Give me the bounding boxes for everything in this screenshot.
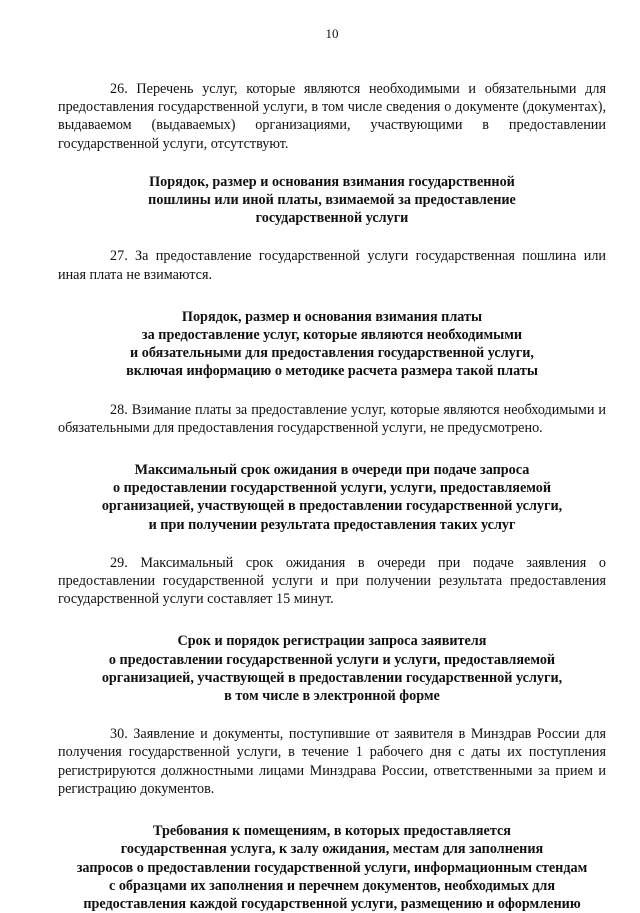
heading-line: государственной услуги bbox=[255, 210, 409, 227]
heading-max-wait bbox=[58, 461, 606, 534]
heading-line: Максимальный срок ожидания в очереди при подаче запроса bbox=[134, 462, 530, 479]
heading-line: и при получении результата предоставления таких услуг bbox=[148, 516, 516, 533]
paragraph-26: 26. Перечень услуг, которые являются необходимыми и обязательными для предоставления государственной услуги, в том числе сведения о документе (документах), выдаваемом (выдаваемых) организациями, участвующими в предоставлении государственной услуги, отсутствуют. bbox=[58, 81, 606, 152]
paragraph-29: 29. Максимальный срок ожидания в очереди при подаче заявления о предоставлении государственной услуги и при получении результата предоставления государственной услуги составляет 15 минут. bbox=[58, 554, 606, 608]
heading-line: Требования к помещениям, в которых предоставляется bbox=[153, 823, 511, 840]
page-number: 10 bbox=[325, 26, 339, 41]
heading-line: с образцами их заполнения и перечнем документов, необходимых для bbox=[108, 877, 556, 894]
heading-line: Срок и порядок регистрации запроса заявителя bbox=[177, 633, 487, 650]
heading-line: Порядок, размер и основания взимания государственной bbox=[149, 173, 515, 190]
paragraph-30: 30. Заявление и документы, поступившие от заявителя в Минздрав России для получения государственной услуги, в течение 1 рабочего дня с даты их поступления регистрируются должностными лицами Минздрава России, ответственными за прием и регистрацию документов. bbox=[58, 726, 606, 797]
paragraph-27: 27. За предоставление государственной услуги государственная пошлина или иная плата не взимаются. bbox=[58, 248, 606, 283]
heading-state-fee bbox=[58, 173, 606, 228]
heading-line: о предоставлении государственной услуги и услуги, предоставляемой bbox=[108, 651, 556, 668]
heading-fee-for-services bbox=[58, 308, 606, 381]
heading-line: Порядок, размер и основания взимания платы bbox=[181, 308, 483, 325]
heading-premises bbox=[58, 822, 606, 913]
heading-line: организацией, участвующей в предоставлении государственной услуги, bbox=[101, 669, 563, 686]
heading-line: включая информацию о методике расчета размера такой платы bbox=[126, 363, 538, 380]
heading-line: о предоставлении государственной услуги, услуги, предоставляемой bbox=[112, 480, 552, 497]
heading-line: в том числе в электронной форме bbox=[224, 688, 440, 705]
heading-line: и обязательными для предоставления государственной услуги, bbox=[130, 345, 534, 362]
heading-line: запросов о предоставлении государственной услуги, информационным стендам bbox=[76, 859, 588, 876]
heading-line: организацией, участвующей в предоставлении государственной услуги, bbox=[101, 498, 563, 515]
heading-line: за предоставление услуг, которые являются необходимыми bbox=[141, 327, 523, 344]
paragraph-28: 28. Взимание платы за предоставление услуг, которые являются необходимыми и обязательными для предоставления государственной услуги, не предусмотрено. bbox=[58, 401, 606, 436]
heading-line: государственная услуга, к залу ожидания, местам для заполнения bbox=[120, 841, 544, 858]
heading-registration bbox=[58, 632, 606, 705]
heading-line: пошлины или иной платы, взимаемой за предоставление bbox=[148, 192, 516, 209]
heading-line: предоставления каждой государственной услуги, размещению и оформлению bbox=[83, 895, 581, 912]
